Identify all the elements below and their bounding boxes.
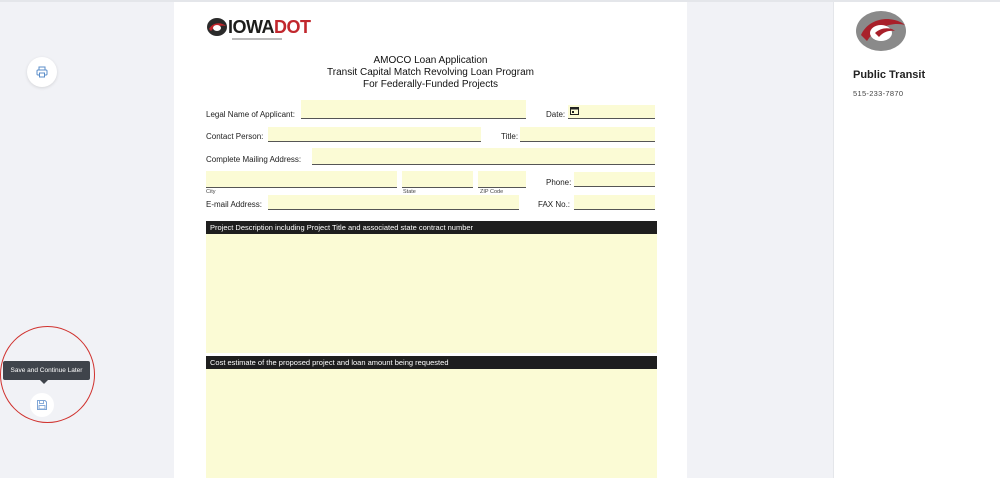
save-tooltip: Save and Continue Later bbox=[3, 361, 90, 380]
agency-info-panel bbox=[833, 2, 1000, 478]
zip-field[interactable] bbox=[478, 171, 526, 188]
email-label: E-mail Address: bbox=[206, 200, 263, 209]
phone-field[interactable] bbox=[574, 172, 655, 187]
logo-wordmark: IOWADOT bbox=[228, 17, 311, 37]
form-title-line-1: AMOCO Loan Application bbox=[373, 55, 488, 66]
form-title-line-2: Transit Capital Match Revolving Loan Program bbox=[327, 67, 534, 78]
date-label: Date: bbox=[546, 110, 566, 119]
print-button[interactable] bbox=[27, 57, 57, 87]
floppy-disk-icon bbox=[36, 399, 48, 411]
zip-label: ZIP Code bbox=[480, 189, 504, 195]
date-field[interactable] bbox=[568, 105, 655, 119]
state-field[interactable] bbox=[402, 171, 473, 188]
contact-person-field[interactable] bbox=[268, 127, 481, 142]
city-field[interactable] bbox=[206, 171, 397, 188]
left-toolbar bbox=[0, 0, 174, 478]
project-description-header: Project Description including Project Title and associated state contract number bbox=[206, 221, 657, 234]
email-field[interactable] bbox=[268, 195, 519, 210]
iowa-dot-brand-icon bbox=[855, 9, 907, 53]
form-title-line-3: For Federally-Funded Projects bbox=[362, 79, 499, 90]
calendar-icon[interactable] bbox=[570, 106, 579, 115]
fax-label: FAX No.: bbox=[538, 200, 571, 209]
save-continue-later-button[interactable] bbox=[30, 393, 54, 417]
page-gutter bbox=[687, 2, 833, 478]
title-label: Title: bbox=[501, 132, 519, 141]
fax-field[interactable] bbox=[574, 195, 655, 210]
phone-label: Phone: bbox=[546, 178, 572, 187]
iowa-dot-swoosh-icon bbox=[206, 16, 228, 38]
panel-phone[interactable]: 515-233-7870 bbox=[853, 89, 904, 98]
cost-estimate-header: Cost estimate of the proposed project and loan amount being requested bbox=[206, 356, 657, 369]
state-label: State bbox=[403, 189, 416, 195]
project-description-field[interactable] bbox=[206, 234, 657, 353]
cost-estimate-field[interactable] bbox=[206, 369, 657, 478]
panel-title: Public Transit bbox=[853, 69, 926, 81]
iowa-dot-logo bbox=[206, 16, 311, 38]
tooltip-arrow bbox=[40, 380, 48, 384]
title-field[interactable] bbox=[520, 127, 655, 142]
legal-name-label: Legal Name of Applicant: bbox=[206, 110, 295, 119]
mailing-address-field[interactable] bbox=[312, 148, 655, 165]
form-title-block bbox=[174, 55, 687, 91]
legal-name-field[interactable] bbox=[301, 100, 526, 119]
city-label: City bbox=[206, 189, 216, 195]
form-document bbox=[174, 2, 687, 478]
contact-person-label: Contact Person: bbox=[206, 132, 264, 141]
logo-tagline-line bbox=[232, 38, 282, 40]
printer-icon bbox=[36, 66, 48, 78]
mailing-address-label: Complete Mailing Address: bbox=[206, 155, 302, 164]
